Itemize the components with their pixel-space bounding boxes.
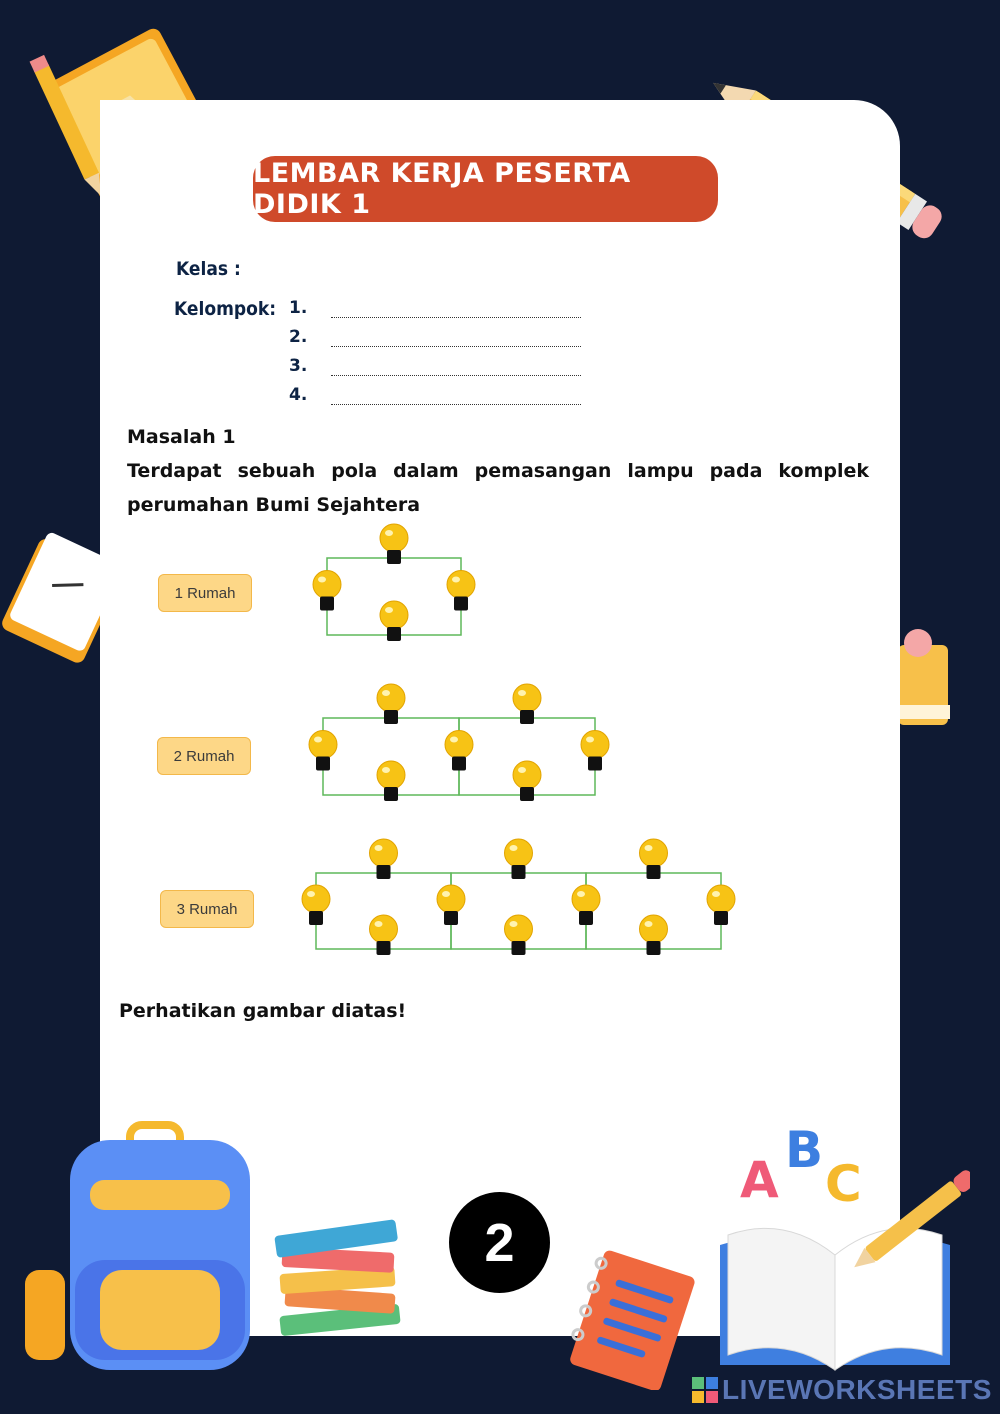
notebook-left-illustration <box>0 515 100 665</box>
worksheet-title: LEMBAR KERJA PESERTA DIDIK 1 <box>253 156 718 222</box>
backpack-illustration <box>20 1120 280 1380</box>
svg-text:A: A <box>740 1151 779 1209</box>
svg-text:C: C <box>825 1155 862 1213</box>
problem-text: Terdapat sebuah pola dalam pemasangan lampu pada komplek perumahan Bumi Sejahtera <box>127 460 869 516</box>
problem-heading: Masalah 1 <box>127 426 236 448</box>
open-book-abc-illustration <box>700 1115 970 1375</box>
member-number: 4. <box>289 385 308 405</box>
member-3-field[interactable] <box>331 375 581 376</box>
kelompok-label: Kelompok: <box>174 298 277 320</box>
svg-text:B: B <box>785 1121 824 1179</box>
member-number: 2. <box>289 327 308 347</box>
watermark-text: LIVEWORKSHEETS <box>722 1374 992 1405</box>
kelas-label: Kelas : <box>176 258 241 280</box>
page-number: 2 <box>449 1192 550 1293</box>
liveworksheets-watermark <box>692 1374 992 1406</box>
spiral-notebook-illustration <box>565 1250 695 1390</box>
member-2-field[interactable] <box>331 346 581 347</box>
book-stack-illustration <box>270 1215 410 1345</box>
member-number: 1. <box>289 298 308 318</box>
book-right-illustration <box>898 625 958 735</box>
member-4-field[interactable] <box>331 404 581 405</box>
liveworksheets-logo-icon <box>692 1377 718 1403</box>
instruction-text: Perhatikan gambar diatas! <box>119 1000 407 1022</box>
member-number: 3. <box>289 356 308 376</box>
pattern-2-label: 2 Rumah <box>157 737 251 775</box>
member-1-field[interactable] <box>331 317 581 318</box>
pattern-1-label: 1 Rumah <box>158 574 252 612</box>
pattern-3-label: 3 Rumah <box>160 890 254 928</box>
